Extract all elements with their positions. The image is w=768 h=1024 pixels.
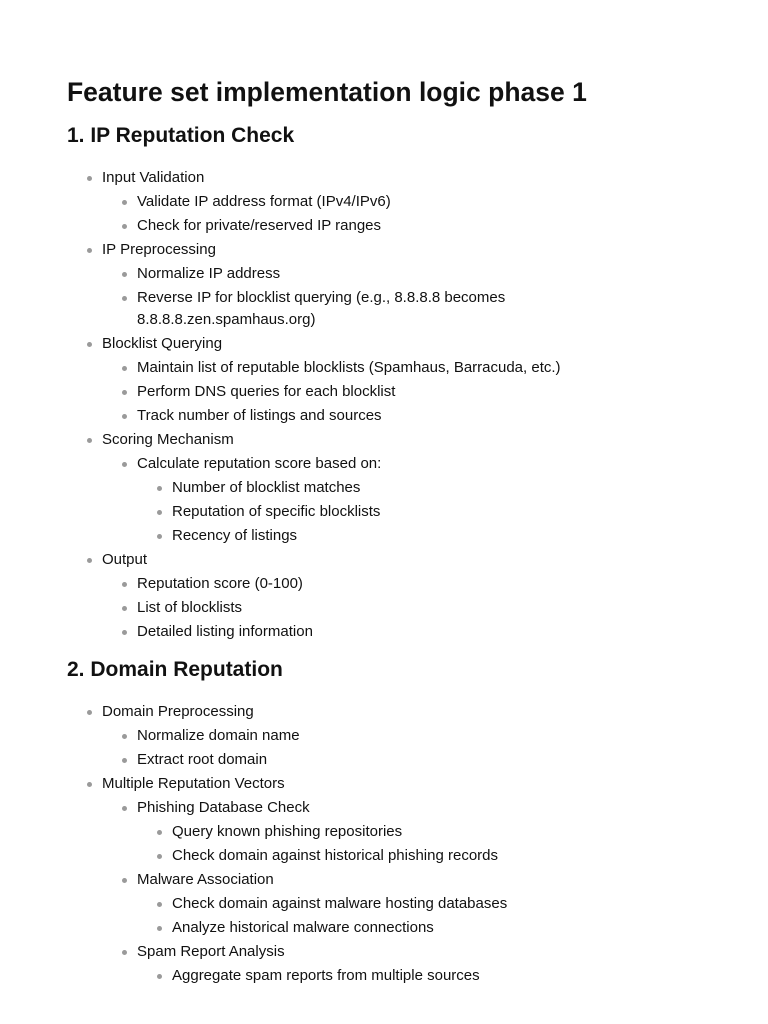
list-item	[102, 941, 727, 987]
list-item	[67, 701, 727, 771]
bullet-icon	[157, 854, 162, 859]
bullet-icon	[122, 390, 127, 395]
list-item	[102, 357, 727, 379]
bullet-icon	[122, 878, 127, 883]
list-item-text: Blocklist Querying	[102, 335, 223, 352]
bullet-icon	[122, 462, 127, 467]
bullet-icon	[87, 248, 92, 253]
bullet-icon	[122, 200, 127, 205]
bullet-icon	[87, 558, 92, 563]
page-title: Feature set implementation logic phase 1	[67, 77, 587, 107]
list-item	[137, 845, 727, 867]
section-list	[67, 699, 727, 987]
list-item-text: Scoring Mechanism	[102, 431, 234, 448]
bullet-icon	[122, 224, 127, 229]
list-item	[67, 167, 727, 237]
bullet-list-level-3	[137, 821, 727, 867]
bullet-icon	[157, 926, 162, 931]
list-item	[137, 525, 727, 547]
bullet-icon	[122, 296, 127, 301]
list-item	[67, 429, 727, 547]
bullet-list-level-2	[102, 263, 727, 331]
list-item-text: List of blocklists	[137, 599, 243, 616]
list-item	[137, 477, 727, 499]
bullet-list-level-3	[137, 893, 727, 939]
bullet-icon	[122, 582, 127, 587]
list-item-text: Multiple Reputation Vectors	[102, 775, 285, 792]
list-item	[102, 597, 727, 619]
bullet-icon	[157, 486, 162, 491]
list-item-text: Validate IP address format (IPv4/IPv6)	[137, 193, 391, 210]
list-item	[67, 239, 727, 331]
list-item	[102, 573, 727, 595]
bullet-icon	[87, 438, 92, 443]
list-item-text: Analyze historical malware connections	[172, 919, 434, 936]
list-item-text: IP Preprocessing	[102, 241, 216, 258]
bullet-icon	[157, 830, 162, 835]
bullet-list-level-2	[102, 797, 727, 987]
bullet-list-level-2	[102, 725, 727, 771]
bullet-icon	[122, 806, 127, 811]
list-item-text: Number of blocklist matches	[172, 479, 361, 496]
bullet-icon	[157, 902, 162, 907]
list-item	[137, 501, 727, 523]
bullet-list-level-2	[102, 191, 727, 237]
list-item-text: Perform DNS queries for each blocklist	[137, 383, 396, 400]
list-item	[67, 549, 727, 643]
section-list	[67, 165, 727, 643]
list-item-text: Track number of listings and sources	[137, 407, 382, 424]
list-item-text: Check for private/reserved IP ranges	[137, 217, 382, 234]
list-item-text: Check domain against malware hosting databases	[172, 895, 508, 912]
bullet-icon	[122, 630, 127, 635]
list-item	[137, 965, 727, 987]
list-item-text: Domain Preprocessing	[102, 703, 254, 720]
list-item-text: Maintain list of reputable blocklists (Spamhaus, Barracuda, etc.)	[137, 359, 561, 376]
list-item-text: Spam Report Analysis	[137, 943, 285, 960]
bullet-list-level-2	[102, 453, 727, 547]
list-item	[102, 453, 727, 547]
list-item-text: Phishing Database Check	[137, 799, 310, 816]
bullet-icon	[157, 510, 162, 515]
list-item-text: Reputation score (0-100)	[137, 575, 303, 592]
list-item	[102, 263, 727, 285]
list-item-text: Input Validation	[102, 169, 205, 186]
list-item	[102, 869, 727, 939]
list-item-text: Query known phishing repositories	[172, 823, 403, 840]
bullet-icon	[122, 414, 127, 419]
bullet-icon	[87, 342, 92, 347]
bullet-icon	[122, 272, 127, 277]
list-item	[102, 797, 727, 867]
list-item-text: Malware Association	[137, 871, 274, 888]
section-heading: 2. Domain Reputation	[67, 658, 283, 681]
list-item	[137, 893, 727, 915]
bullet-icon	[122, 606, 127, 611]
bullet-icon	[122, 366, 127, 371]
list-item-text: Extract root domain	[137, 751, 268, 768]
list-item	[67, 333, 727, 427]
list-item	[67, 773, 727, 987]
list-item-text: Check domain against historical phishing records	[172, 847, 499, 864]
bullet-icon	[122, 950, 127, 955]
bullet-list-level-2	[102, 573, 727, 643]
list-item-text: Recency of listings	[172, 527, 298, 544]
bullet-list-level-1	[67, 701, 727, 987]
bullet-icon	[122, 758, 127, 763]
list-item-text: Reverse IP for blocklist querying (e.g., 8.8.8.8 becomes 8.8.8.8.zen.spamhaus.org)	[137, 289, 506, 328]
bullet-list-level-3	[137, 477, 727, 547]
list-item	[102, 215, 727, 237]
section-heading: 1. IP Reputation Check	[67, 124, 295, 147]
list-item	[102, 405, 727, 427]
list-item	[102, 287, 727, 331]
list-item-text: Reputation of specific blocklists	[172, 503, 381, 520]
list-item	[102, 191, 727, 213]
list-item	[102, 749, 727, 771]
list-item-text: Normalize IP address	[137, 265, 281, 282]
bullet-list-level-2	[102, 357, 727, 427]
list-item	[102, 381, 727, 403]
list-item	[137, 917, 727, 939]
list-item	[102, 725, 727, 747]
bullet-icon	[87, 710, 92, 715]
list-item-text: Normalize domain name	[137, 727, 300, 744]
list-item	[102, 621, 727, 643]
bullet-icon	[157, 534, 162, 539]
bullet-icon	[87, 782, 92, 787]
list-item-text: Aggregate spam reports from multiple sources	[172, 967, 480, 984]
bullet-list-level-3	[137, 965, 727, 987]
bullet-icon	[87, 176, 92, 181]
bullet-icon	[122, 734, 127, 739]
list-item-text: Calculate reputation score based on:	[137, 455, 382, 472]
list-item-text: Output	[102, 551, 148, 568]
list-item-text: Detailed listing information	[137, 623, 313, 640]
bullet-icon	[157, 974, 162, 979]
bullet-list-level-1	[67, 167, 727, 643]
list-item	[137, 821, 727, 843]
